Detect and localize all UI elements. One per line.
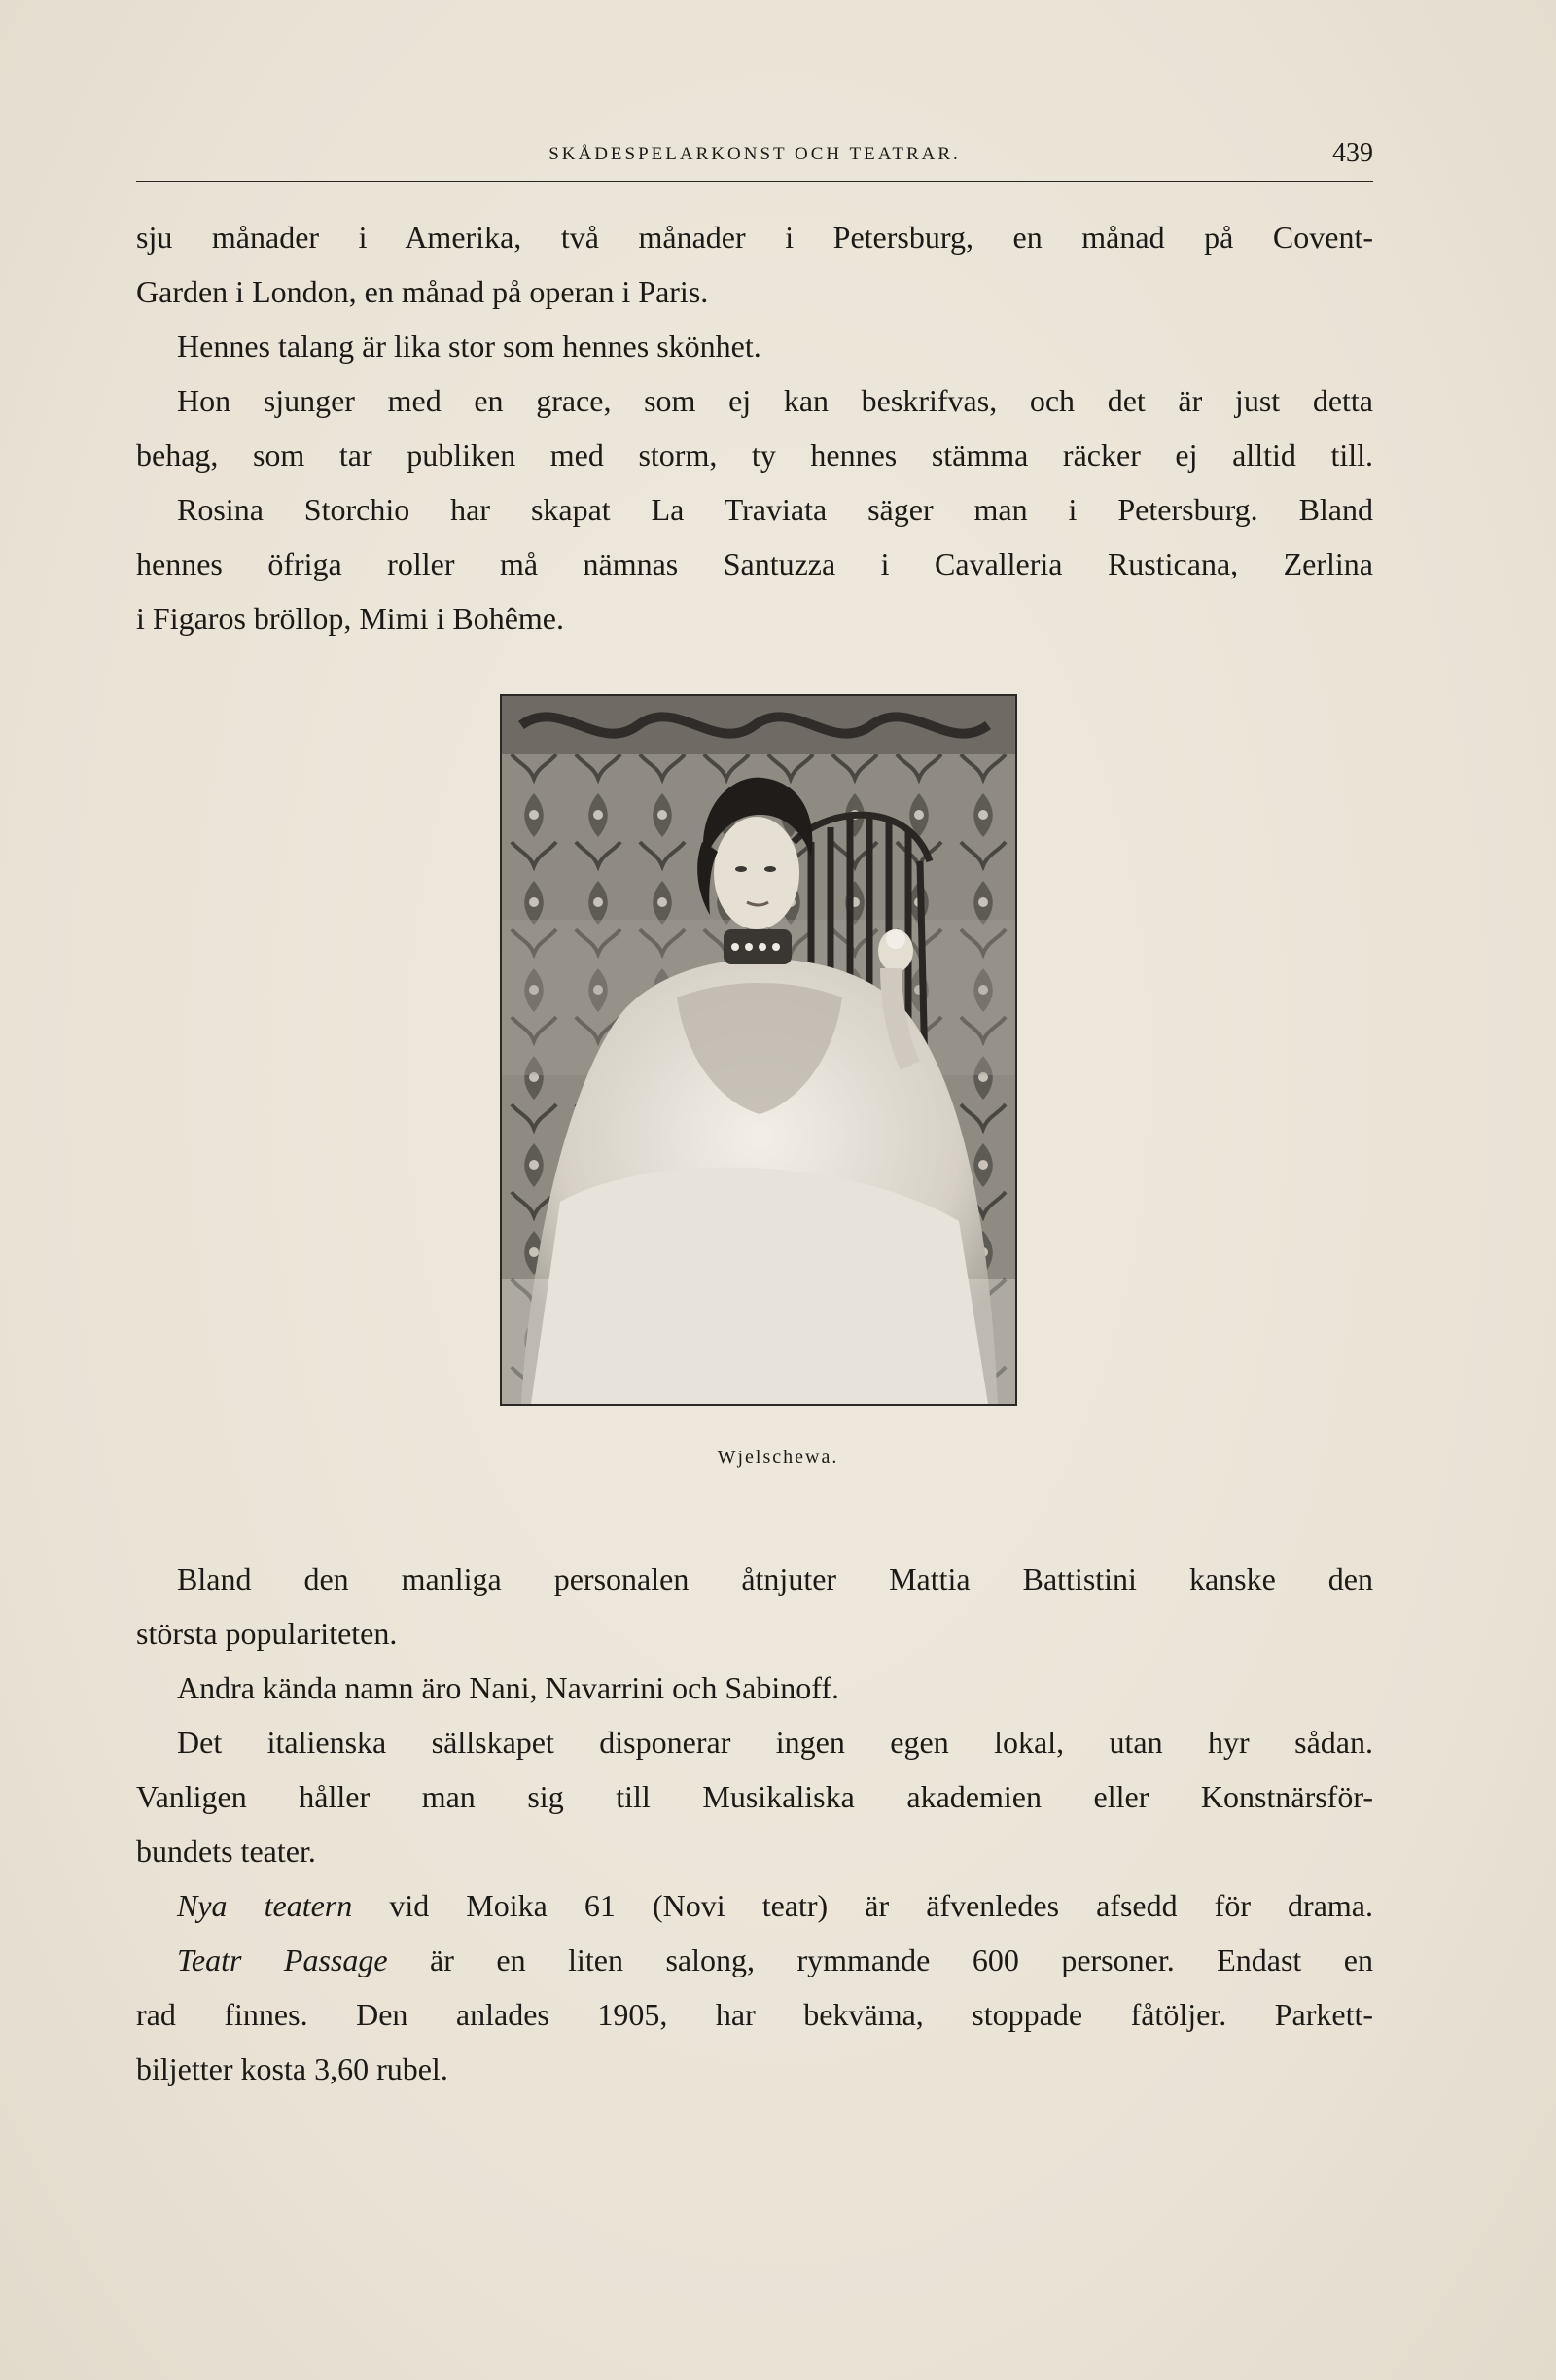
- text-line: Det italienska sällskapet disponerar ingen egen lokal, utan hyr sådan.: [177, 1725, 1373, 1760]
- bottom-text-block: [136, 1552, 1373, 2096]
- italic-title-nya-teatern: Nya teatern: [177, 1888, 353, 1923]
- page-number: 439: [1332, 138, 1373, 168]
- text-line: Rosina Storchio har skapat La Traviata säger man i Petersburg. Bland: [177, 492, 1373, 527]
- text-line: sju månader i Amerika, två månader i Petersburg, en månad på Covent-: [136, 220, 1373, 255]
- text-line: Vanligen håller man sig till Musikaliska akademien eller Konstnärsför-: [136, 1779, 1373, 1814]
- text-line: största populariteten.: [136, 1616, 398, 1651]
- text-line: Bland den manliga personalen åtnjuter Mattia Battistini kanske den: [177, 1561, 1373, 1596]
- top-text-block: [136, 210, 1373, 646]
- text-line: Garden i London, en månad på operan i Paris.: [136, 274, 709, 309]
- text-run: är en liten salong, rymmande 600 personer. Endast en: [387, 1942, 1374, 1978]
- text-line: Hennes talang är lika stor som hennes skönhet.: [177, 329, 761, 364]
- text-line: bundets teater.: [136, 1834, 316, 1869]
- text-line: rad finnes. Den anlades 1905, har bekväma, stoppade fåtöljer. Parkett-: [136, 1997, 1373, 2032]
- text-line: [136, 1878, 1373, 1933]
- text-line: [136, 1933, 1373, 1987]
- figure-caption: Wjelschewa.: [717, 1447, 839, 1468]
- running-head: [136, 136, 1373, 175]
- header-rule: [136, 181, 1373, 182]
- text-line: Hon sjunger med en grace, som ej kan beskrifvas, och det är just detta: [177, 383, 1373, 418]
- text-line: hennes öfriga roller må nämnas Santuzza i Cavalleria Rusticana, Zerlina: [136, 546, 1373, 581]
- text-line: biljetter kosta 3,60 rubel.: [136, 2051, 448, 2086]
- portrait-photograph: [500, 694, 1017, 1406]
- italic-title-teatr-passage: Teatr Passage: [177, 1942, 388, 1978]
- text-line: i Figaros bröllop, Mimi i Bohême.: [136, 601, 564, 636]
- text-line: Andra kända namn äro Nani, Navarrini och Sabinoff.: [177, 1670, 839, 1705]
- running-title: SKÅDESPELARKONST OCH TEATRAR.: [548, 144, 961, 164]
- text-run: vid Moika 61 (Novi teatr) är äfvenledes afsedd för drama.: [352, 1888, 1374, 1923]
- text-line: behag, som tar publiken med storm, ty hennes stämma räcker ej alltid till.: [136, 438, 1373, 472]
